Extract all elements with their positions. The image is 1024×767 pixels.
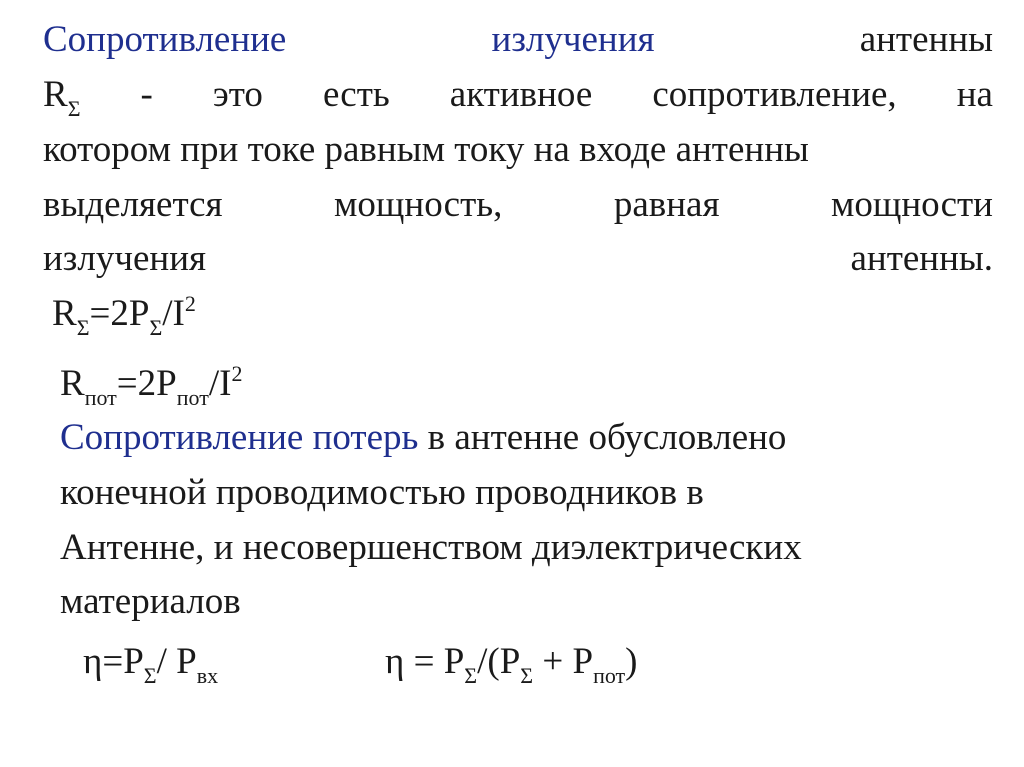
term-loss-resistance: Сопротивление потерь: [60, 417, 419, 458]
losses-line-1: Сопротивление потерь в антенне обусловлено: [60, 417, 787, 458]
definition-line-4: [43, 183, 993, 227]
formula-efficiency-1: $\eta=P_\Sigma/$ $P_{вх}$: [83, 641, 219, 688]
definition-word: мощность,: [334, 184, 503, 225]
losses-line-3: Антенне, и несовершенством диэлектрических: [60, 527, 802, 568]
definition-word: выделяется: [43, 184, 223, 225]
formula-radiation-resistance: $R_\Sigma=2P_\Sigma/I^2$: [52, 291, 196, 340]
definition-line-5: [43, 237, 993, 281]
definition-word: равная: [613, 184, 720, 225]
definition-word: активное: [449, 74, 593, 115]
definition-word: антенны: [859, 19, 993, 60]
definition-line-2: [43, 73, 993, 121]
definition-word: есть: [322, 74, 390, 115]
definition-word: сопротивление,: [652, 74, 897, 115]
formula-loss-resistance: $R_{пот}=2P_{пот}/I^2$: [60, 361, 243, 410]
term-radiation-resistance-word-2: излучения: [491, 19, 655, 60]
definition-line-1: [43, 18, 993, 62]
losses-line-2: конечной проводимостью проводников в: [60, 472, 704, 513]
definition-word: на: [956, 74, 993, 115]
formula-efficiency-2: $\eta = P_\Sigma/(P_\Sigma + P_{пот})$: [385, 641, 638, 688]
definition-word: излучения: [43, 238, 207, 279]
dash: -: [140, 74, 153, 115]
definition-line-3: котором при токе равным току на входе антенны: [43, 129, 809, 170]
definition-word: антенны.: [850, 238, 993, 279]
symbol-r-sigma: $R_\Sigma$: [43, 74, 81, 121]
losses-line-4: материалов: [60, 581, 241, 622]
term-radiation-resistance-word-1: Сопротивление: [43, 19, 287, 60]
definition-word: мощности: [830, 184, 993, 225]
definition-word: это: [212, 74, 263, 115]
